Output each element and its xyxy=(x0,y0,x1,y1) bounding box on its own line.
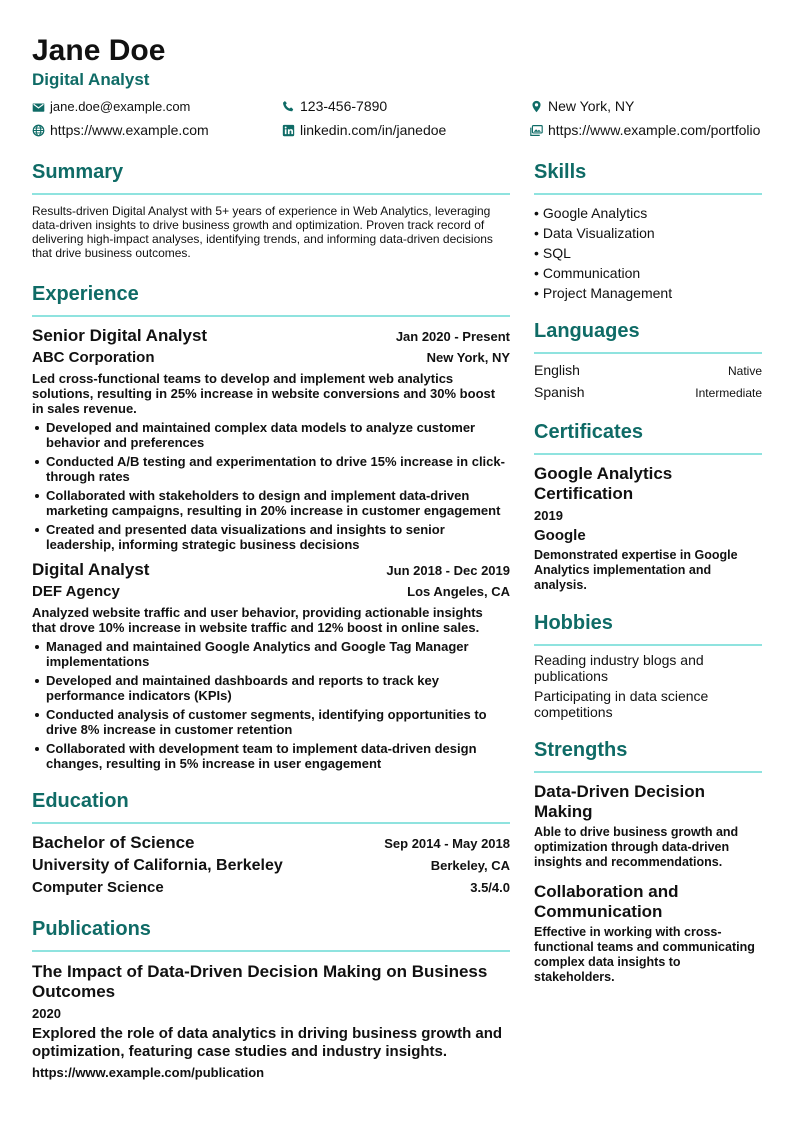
language-level: Intermediate xyxy=(695,386,762,400)
language-name: English xyxy=(534,362,580,378)
publication-title: The Impact of Data-Driven Decision Making on Business Outcomes xyxy=(32,962,488,1001)
candidate-role: Digital Analyst xyxy=(32,70,150,89)
certificate-issuer: Google xyxy=(534,527,586,544)
linkedin-text: linkedin.com/in/janedoe xyxy=(300,122,447,138)
language-row xyxy=(534,360,762,380)
publication-year: 2020 xyxy=(32,1006,61,1021)
degree: Bachelor of Science xyxy=(32,833,195,852)
publications-heading: Publications xyxy=(32,917,510,952)
job-description: Analyzed website traffic and user behavior, providing actionable insights that drove 10% increase in website traffic and 12% boost in online sales. xyxy=(32,605,483,635)
job-company: ABC Corporation xyxy=(32,349,155,366)
list-item: Developed and maintained complex data models to analyze customer behavior and preferences xyxy=(46,420,510,450)
contact-portfolio[interactable] xyxy=(530,122,760,138)
list-item: Collaborated with development team to implement data-driven design changes, resulting in 5% increase in user engagement xyxy=(46,741,510,771)
certificate-description: Demonstrated expertise in Google Analytics implementation and analysis. xyxy=(534,548,738,592)
website-text: https://www.example.com xyxy=(50,122,209,138)
list-item: • SQL xyxy=(534,245,571,261)
certificates-section xyxy=(534,420,762,593)
phone-icon xyxy=(282,100,295,113)
job-company: DEF Agency xyxy=(32,583,120,600)
strengths-section xyxy=(534,738,762,985)
summary-section xyxy=(32,160,510,260)
skills-section xyxy=(534,160,762,303)
list-item: • Project Management xyxy=(534,285,673,301)
job-location: Los Angeles, CA xyxy=(407,584,510,599)
job-entry xyxy=(32,326,510,552)
email-text: jane.doe@example.com xyxy=(50,99,191,114)
candidate-name: Jane Doe xyxy=(32,34,166,67)
strength-title: Collaboration and Communication xyxy=(534,882,679,921)
portfolio-image-icon xyxy=(530,124,543,137)
list-item: Participating in data science competitions xyxy=(534,688,709,720)
phone-text: 123-456-7890 xyxy=(300,98,388,114)
job-dates: Jun 2018 - Dec 2019 xyxy=(386,563,510,578)
publication-description: Explored the role of data analytics in driving business growth and optimization, featuring case studies and industry insights. xyxy=(32,1025,503,1060)
job-dates: Jan 2020 - Present xyxy=(395,329,510,344)
summary-text: Results-driven Digital Analyst with 5+ years of experience in Web Analytics, leveraging data-driven insights to drive business growth and optimization. Proven track record of delivering high-impact analyses, identifying trends, and informing data-driven decisions that drive business outcomes. xyxy=(32,204,493,260)
list-item: Collaborated with stakeholders to design and implement data-driven marketing campaigns, resulting in 20% increase in customer engagement xyxy=(46,488,510,518)
strength-title: Data-Driven Decision Making xyxy=(534,782,705,821)
portfolio-text: https://www.example.com/portfolio xyxy=(548,122,761,138)
skills-list xyxy=(534,203,762,303)
contact-phone[interactable] xyxy=(282,98,387,114)
skills-heading: Skills xyxy=(534,160,762,195)
location-pin-icon xyxy=(530,100,543,113)
email-icon xyxy=(32,101,45,114)
field-of-study: Computer Science xyxy=(32,879,164,896)
job-description: Led cross-functional teams to develop and implement web analytics solutions, resulting in 25% increase in website conversions and 30% boost in sales revenue. xyxy=(32,371,496,416)
list-item: Conducted analysis of customer segments, identifying opportunities to drive 8% increase in customer retention xyxy=(46,707,510,737)
right-column xyxy=(534,160,762,985)
education-heading: Education xyxy=(32,789,510,824)
language-row xyxy=(534,382,762,402)
list-item: • Data Visualization xyxy=(534,225,655,241)
job-entry xyxy=(32,560,510,771)
job-title: Senior Digital Analyst xyxy=(32,326,208,345)
job-bullets xyxy=(32,420,510,552)
linkedin-icon xyxy=(282,124,295,137)
publication-link[interactable]: https://www.example.com/publication xyxy=(32,1065,265,1080)
contact-website[interactable] xyxy=(32,122,209,138)
summary-heading: Summary xyxy=(32,160,510,195)
certificate-title: Google Analytics Certification xyxy=(534,464,673,503)
contact-email[interactable] xyxy=(32,99,190,115)
strength-description: Able to drive business growth and optimization through data-driven insights and recommendations. xyxy=(534,825,739,869)
left-column xyxy=(32,160,510,1080)
education-section xyxy=(32,789,510,899)
list-item: Developed and maintained dashboards and reports to track key performance indicators (KPIs) xyxy=(46,673,510,703)
languages-heading: Languages xyxy=(534,319,762,354)
experience-heading: Experience xyxy=(32,282,510,317)
publications-section xyxy=(32,917,510,1080)
list-item: Reading industry blogs and publications xyxy=(534,652,704,684)
list-item: Conducted A/B testing and experimentation to drive 15% increase in click-through rates xyxy=(46,454,510,484)
hobbies-heading: Hobbies xyxy=(534,611,762,646)
contact-linkedin[interactable] xyxy=(282,122,446,138)
strengths-heading: Strengths xyxy=(534,738,762,773)
list-item: Managed and maintained Google Analytics and Google Tag Manager implementations xyxy=(46,639,510,669)
location-text: New York, NY xyxy=(548,98,635,114)
globe-icon xyxy=(32,124,45,137)
education-dates: Sep 2014 - May 2018 xyxy=(384,836,510,851)
language-name: Spanish xyxy=(534,384,585,400)
job-bullets xyxy=(32,639,510,771)
certificates-heading: Certificates xyxy=(534,420,762,455)
hobbies-section xyxy=(534,611,762,720)
strength-description: Effective in working with cross-functional teams and communicating complex data insights to stakeholders. xyxy=(534,925,755,984)
languages-section xyxy=(534,319,762,402)
experience-section xyxy=(32,282,510,771)
list-item: • Communication xyxy=(534,265,641,281)
job-title: Digital Analyst xyxy=(32,560,150,579)
language-level: Native xyxy=(727,364,762,378)
contact-location xyxy=(530,98,634,114)
gpa: 3.5/4.0 xyxy=(470,880,510,895)
school: University of California, Berkeley xyxy=(32,857,283,874)
school-location: Berkeley, CA xyxy=(430,858,510,873)
list-item: Created and presented data visualizations and insights to senior leadership, informing strategic business decisions xyxy=(46,522,510,552)
list-item: • Google Analytics xyxy=(534,205,648,221)
job-location: New York, NY xyxy=(426,350,510,365)
certificate-year: 2019 xyxy=(534,508,563,523)
